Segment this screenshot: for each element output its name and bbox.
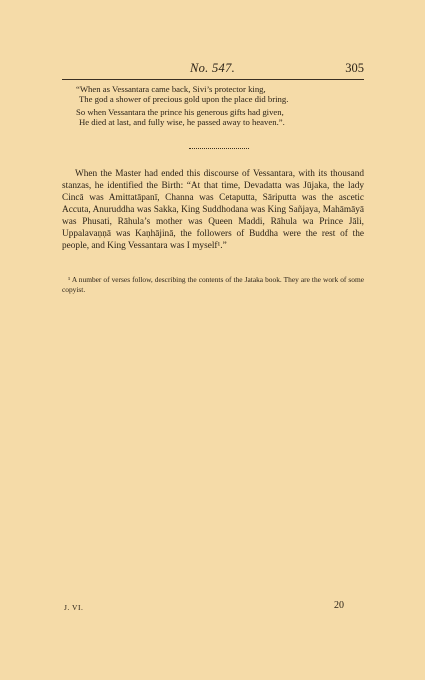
body-paragraph: When the Master had ended this discourse of Vessantara, with its thousand stanzas, he identified the Birth: “At that time, Devadatta was Jūjaka, the lady Cincā was Amittatāpanī, Channa was Cetaputta, Sāriputta was the ascetic Accuta, Anuruddha was Sakka, King Suddhodana was King Sañjaya, Mahāmāyā was Phusati, Rāhula’s mother was Queen Maddi, Rāhula wa Prince Jāli, Uppalavaṇṇā was Kaṇhājinā, the followers of Buddha were the rest of the people, and King Vessantara was I myself¹.” [62, 169, 364, 251]
page-number: 305 [345, 61, 364, 75]
footnote-text: ¹ A number of verses follow, describing the contents of the Jataka book. They are the work of some copyist. [62, 275, 364, 294]
signature-mark: J. VI. [64, 603, 84, 612]
running-title: No. 547. [189, 61, 236, 75]
body-text [62, 168, 364, 252]
verse-stanza [76, 107, 376, 127]
verse-stanza [76, 84, 376, 104]
verse-line: So when Vessantara the prince his generous gifts had given, [76, 107, 284, 117]
sheet-number: 20 [334, 600, 344, 611]
footnote [62, 275, 364, 295]
section-divider [189, 148, 249, 149]
verse-line: The god a shower of precious gold upon the place did bring. [79, 94, 289, 104]
verse-line: “When as Vessantara came back, Sivi’s protector king, [76, 84, 266, 94]
header-rule [62, 79, 364, 80]
verse-line: He died at last, and fully wise, he passed away to heaven.”. [79, 117, 285, 127]
